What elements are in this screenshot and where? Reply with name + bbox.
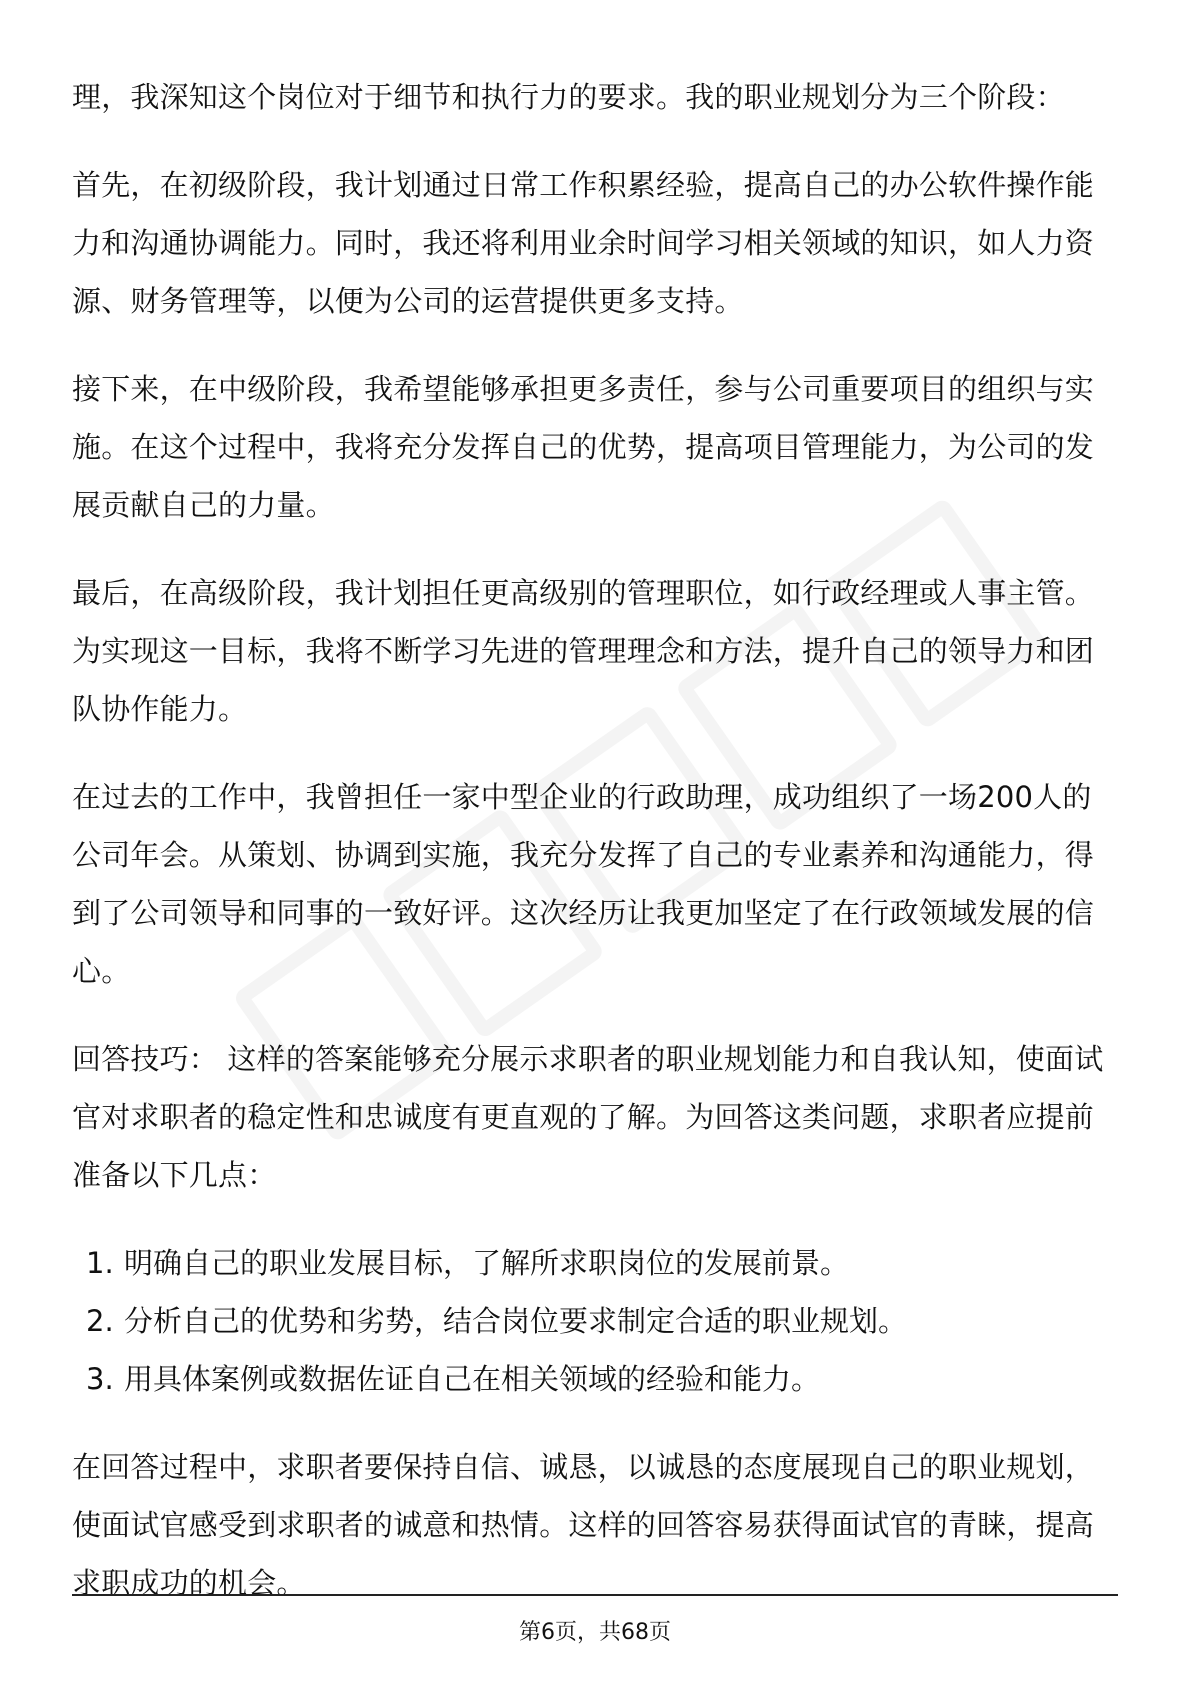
paragraph-experience: 在过去的工作中，我曾担任一家中型企业的行政助理，成功组织了一场200人的公司年会。从策划、协调到实施，我充分发挥了自己的专业素养和沟通能力，得到了公司领导和同事的一致好评。这次经历让我更加坚定了在行政领域发展的信心。	[72, 780, 1095, 988]
paragraph-stage-junior: 首先，在初级阶段，我计划通过日常工作积累经验，提高自己的办公软件操作能力和沟通协调能力。同时，我还将利用业余时间学习相关领域的知识，如人力资源、财务管理等，以便为公司的运营提供更多支持。	[72, 168, 1095, 318]
paragraph-stage-middle: 接下来，在中级阶段，我希望能够承担更多责任，参与公司重要项目的组织与实施。在这个过程中，我将充分发挥自己的优势，提高项目管理能力，为公司的发展贡献自己的力量。	[72, 372, 1095, 522]
list-item-text: 明确自己的职业发展目标，了解所求职岗位的发展前景。	[124, 1246, 850, 1280]
paragraph-conclusion: 在回答过程中，求职者要保持自信、诚恳，以诚恳的态度展现自己的职业规划，使面试官感受到求职者的诚意和热情。这样的回答容易获得面试官的青睐，提高求职成功的机会。	[72, 1450, 1095, 1600]
list-item	[72, 1292, 1118, 1350]
paragraph-intro: 理，我深知这个岗位对于细节和执行力的要求。我的职业规划分为三个阶段：	[72, 80, 1065, 114]
list-item-number: 1.	[86, 1246, 114, 1280]
list-item-number: 3.	[86, 1362, 114, 1396]
paragraph-answer-tips: 回答技巧： 这样的答案能够充分展示求职者的职业规划能力和自我认知，使面试官对求职者的稳定性和忠诚度有更直观的了解。为回答这类问题，求职者应提前准备以下几点：	[72, 1042, 1104, 1192]
preparation-list	[72, 1234, 1118, 1408]
page-number: 第6页，共68页	[519, 1620, 671, 1645]
list-item-number: 2.	[86, 1304, 114, 1338]
list-item	[72, 1350, 1118, 1408]
footer-divider	[72, 1594, 1118, 1596]
list-item	[72, 1234, 1118, 1292]
list-item-text: 分析自己的优势和劣势，结合岗位要求制定合适的职业规划。	[124, 1304, 908, 1338]
document-body	[72, 68, 1118, 1642]
paragraph-stage-senior: 最后，在高级阶段，我计划担任更高级别的管理职位，如行政经理或人事主管。为实现这一目标，我将不断学习先进的管理理念和方法，提升自己的领导力和团队协作能力。	[72, 576, 1095, 726]
list-item-text: 用具体案例或数据佐证自己在相关领域的经验和能力。	[124, 1362, 821, 1396]
